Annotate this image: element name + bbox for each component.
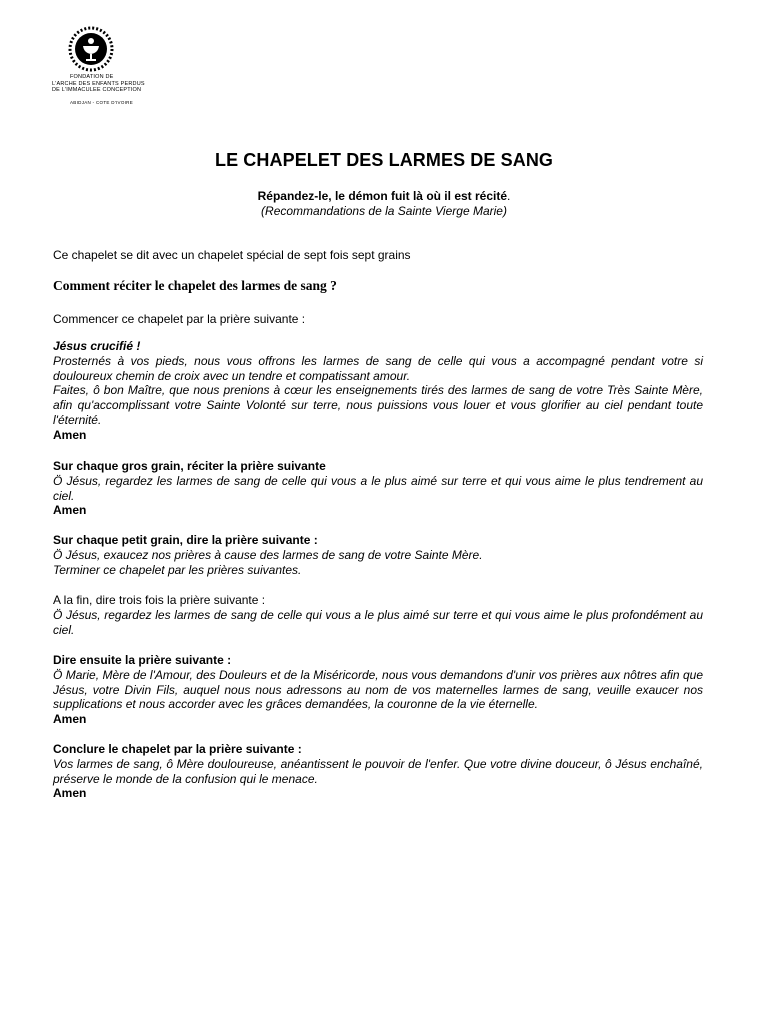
prayer-petit-grain bbox=[53, 533, 703, 577]
subtitle-italic: (Recommandations de la Sainte Vierge Marie) bbox=[261, 204, 507, 218]
logo-line-3: DE L'IMMACULEE CONCEPTION bbox=[52, 87, 142, 93]
prayer-jesus-crucifie bbox=[53, 339, 703, 443]
prayer-text: Faites, ô bon Maître, que nous prenions à cœur les enseignements tirés des larmes de sang de votre Très Sainte Mère, afin qu'accomplissant votre Sainte Volonté sur terre, nous puissions vous louer et vous glorifier au ciel pendant toute l'éternité. bbox=[53, 383, 703, 427]
prayer-trois-fois bbox=[53, 593, 703, 637]
page-title: LE CHAPELET DES LARMES DE SANG bbox=[214, 150, 554, 170]
prayer-title: Jésus crucifié ! bbox=[53, 339, 141, 353]
prayer-title: A la fin, dire trois fois la prière suivante : bbox=[53, 593, 266, 607]
prayer-text: Ö Jésus, regardez les larmes de sang de celle qui vous a le plus aimé sur terre et qui vous aime le plus profondément au ciel. bbox=[53, 607, 703, 637]
logo-line-1: FONDATION DE bbox=[70, 74, 114, 80]
amen-label: Amen bbox=[53, 427, 87, 442]
prayer-gros-grain bbox=[53, 459, 703, 518]
prayer-marie bbox=[53, 653, 703, 727]
prayer-text: Ö Marie, Mère de l'Amour, des Douleurs et de la Miséricorde, nous vous demandons d'unir vos prières aux nôtres afin que Jésus, votre Divin Fils, auquel nous nous adressons au nom de vos maternelles larmes de sang, veuille exaucer nos supplications et nous accorder avec les grâces demandées, la couronne de la vie éternelle. bbox=[53, 667, 703, 712]
chalice-seal-icon bbox=[68, 26, 114, 72]
prayer-text: Prosternés à vos pieds, nous vous offrons les larmes de sang de celle qui vous a accompagné pendant votre si douloureux chemin de croix avec un tendre et compatissant amour. bbox=[53, 353, 703, 383]
logo-line-4: ABIDJAN - COTE D'IVOIRE bbox=[70, 99, 134, 105]
prayer-conclusion bbox=[53, 742, 703, 801]
prayer-text: Vos larmes de sang, ô Mère douloureuse, anéantissent le pouvoir de l'enfer. Que votre divine douceur, ô Jésus enchaîné, préserve le monde de la confusion qui le menace. bbox=[53, 756, 703, 786]
prayer-title: Dire ensuite la prière suivante : bbox=[53, 653, 232, 667]
start-instruction: Commencer ce chapelet par la prière suivante : bbox=[53, 312, 306, 326]
intro-text: Ce chapelet se dit avec un chapelet spécial de sept fois sept grains bbox=[53, 248, 411, 262]
prayer-text: Ö Jésus, exaucez nos prières à cause des larmes de sang de votre Sainte Mère. bbox=[53, 547, 483, 562]
prayer-text: Ö Jésus, regardez les larmes de sang de celle qui vous a le plus aimé sur terre et qui vous aime le plus tendrement au ciel. bbox=[53, 473, 703, 503]
prayer-text: Terminer ce chapelet par les prières suivantes. bbox=[53, 562, 302, 577]
amen-label: Amen bbox=[53, 712, 87, 727]
section-heading: Comment réciter le chapelet des larmes de sang ? bbox=[53, 278, 337, 293]
logo-line-2: L'ARCHE DES ENFANTS PERDUS bbox=[52, 80, 145, 87]
subtitle-dot: . bbox=[507, 189, 511, 203]
prayer-title: Conclure le chapelet par la prière suivante : bbox=[53, 742, 302, 756]
prayer-title: Sur chaque gros grain, réciter la prière suivante bbox=[53, 459, 326, 473]
amen-label: Amen bbox=[53, 503, 87, 518]
prayer-title: Sur chaque petit grain, dire la prière suivante : bbox=[53, 533, 318, 547]
subtitle-bold: Répandez-le, le démon fuit là où il est récité bbox=[257, 189, 508, 203]
foundation-logo bbox=[52, 26, 148, 105]
amen-label: Amen bbox=[53, 786, 87, 801]
subtitle-block bbox=[0, 189, 768, 219]
